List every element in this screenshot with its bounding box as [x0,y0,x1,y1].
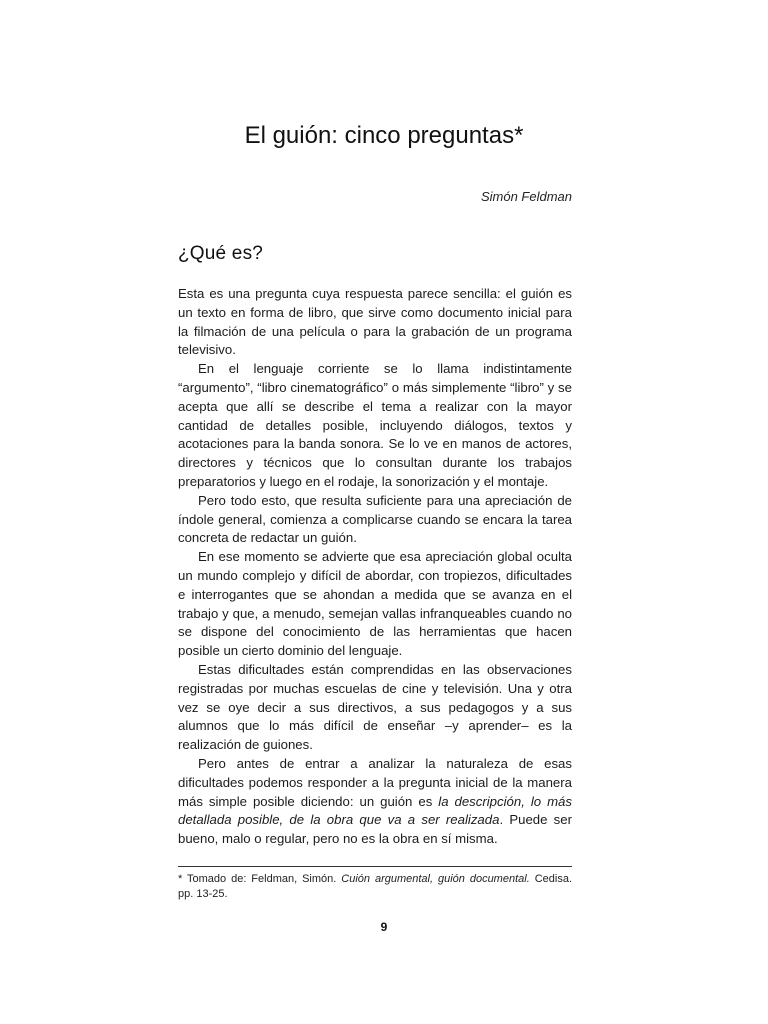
paragraph-3: Pero todo esto, que resulta suficiente para una apreciación de índole general, comienza a complicarse cuando se encara la tarea concreta de redactar un guión. [178,492,572,546]
paragraph-4: En ese momento se advierte que esa apreciación global oculta un mundo complejo y difícil de abordar, con tropiezos, dificultades e interrogantes que se ahondan a medida que se avanza en el trabajo y que, a menudo, semejan vallas infranqueables cuando no se dispone del conocimiento de las herramientas que hacen posible un cierto dominio del lenguaje. [178,549,572,659]
paragraph-2: En el lenguaje corriente se lo llama indistintamente “argumento”, “libro cinematográfico” o más simplemente “libro” y se acepta que allí se describe el tema a realizar con la mayor cantidad de detalles posible, incluyendo diálogos, textos y acotaciones para la banda sonora. Se lo ve en manos de actores, directores y técnicos que lo consultan durante los trabajos preparatorios y luego en el rodaje, la sonorización y el montaje. [178,361,572,489]
paragraph-6-before: Pero antes de entrar a analizar la naturaleza de esas dificultades podemos responder a la pregunta inicial de la manera más simple posible diciendo: un guión es [178,755,572,809]
chapter-title: El guión: cinco preguntas* [244,122,524,149]
footnote-after: Cedisa. pp. 13-25. [178,873,572,900]
paragraph-6 [178,755,572,849]
page-number: 9 [380,920,388,934]
paragraph-6-emphasis: la descripción, lo más detallada posible, de la obra que va a ser realizada [178,793,572,828]
paragraph-5: Estas dificultades están comprendidas en las observaciones registradas por muchas escuelas de cine y televisión. Una y otra vez se oye decir a sus directivos, a sus pedagogos y a sus alumnos que lo más difícil de enseñar –y aprender– es la realización de guiones. [178,661,572,753]
author-name: Simón Feldman [480,189,572,204]
paragraph-6-after: . Puede ser bueno, malo o regular, pero no es la obra en sí misma. [178,812,573,847]
body-text [178,285,572,849]
footnote-emphasis: Cuión argumental, guión documental. [341,873,530,885]
section-heading: ¿Qué es? [178,243,264,264]
footnote-before: * Tomado de: Feldman, Simón. [178,873,342,885]
footnote-divider [178,866,572,867]
footnote [178,872,572,902]
paragraph-1: Esta es una pregunta cuya respuesta parece sencilla: el guión es un texto en forma de libro, que sirve como documento inicial para la filmación de una película o para la grabación de un programa televisivo. [178,286,572,358]
